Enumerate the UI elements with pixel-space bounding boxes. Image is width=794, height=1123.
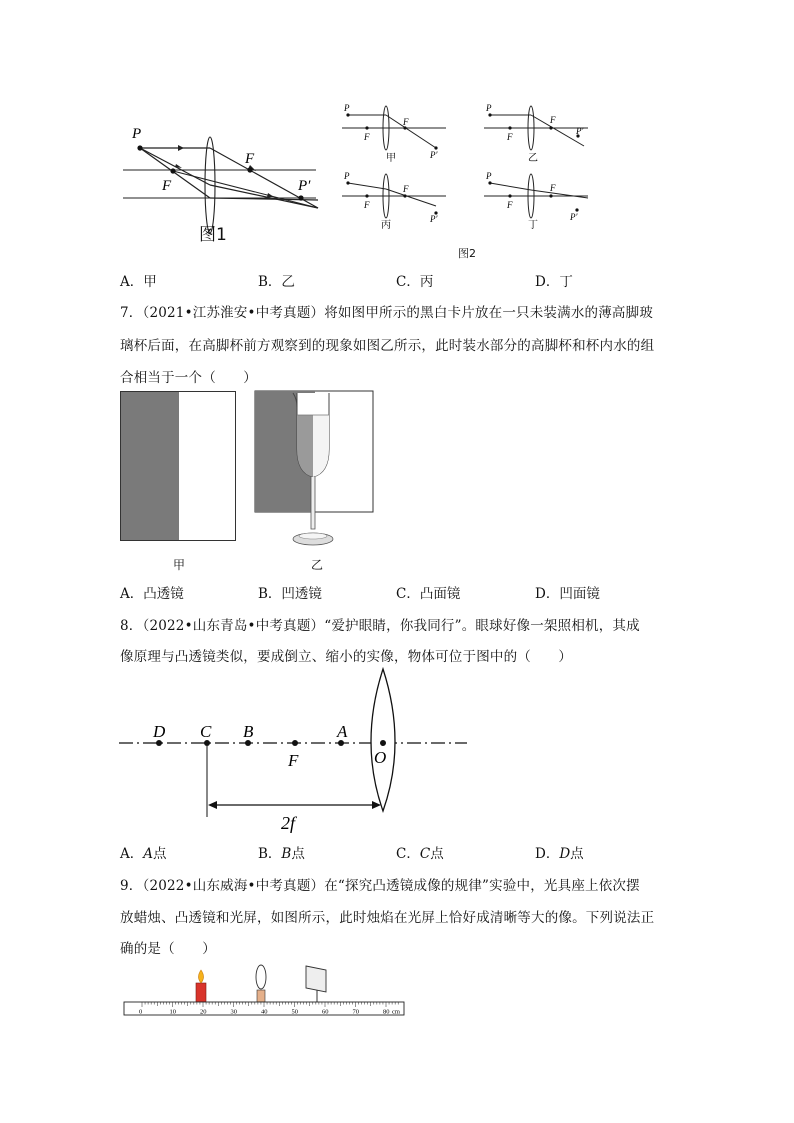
svg-text:F: F <box>403 117 409 127</box>
fig1-label-F2: F <box>245 151 255 167</box>
svg-text:P′: P′ <box>576 126 584 136</box>
figure-2 <box>338 98 600 238</box>
svg-text:F: F <box>403 184 409 194</box>
q8-label-2f: 2f <box>281 813 296 833</box>
q6-option-d[interactable]: D．丁 <box>535 274 573 290</box>
svg-text:F: F <box>550 115 556 125</box>
q8-line-2: 像原理与凸透镜类似，要成倒立、缩小的实像，物体可位于图中的（ ） <box>120 649 573 665</box>
q6-option-c[interactable]: C．丙 <box>396 274 434 290</box>
q7-option-c[interactable]: C．凸面镜 <box>396 586 461 602</box>
ruler-label: 10 <box>169 1008 176 1016</box>
ruler-label: 50 <box>291 1008 298 1016</box>
svg-text:P′: P′ <box>430 214 438 224</box>
svg-text:F: F <box>364 200 370 210</box>
q7-line-3: 合相当于一个（ ） <box>120 370 257 386</box>
q8-option-a[interactable]: A．A点 <box>120 846 167 862</box>
ruler-label: 0 <box>139 1008 143 1016</box>
q7-option-d[interactable]: D．凹面镜 <box>535 586 600 602</box>
q8-option-d[interactable]: D．D点 <box>535 846 584 862</box>
q8-label-A: A <box>337 722 348 741</box>
q8-label-F: F <box>288 751 299 770</box>
q9-optical-bench <box>120 960 410 1020</box>
q7-fig-jia-label: 甲 <box>173 558 186 572</box>
q6-option-b[interactable]: B．乙 <box>258 274 295 290</box>
svg-text:F: F <box>364 132 370 142</box>
svg-text:P: P <box>344 103 350 113</box>
q8-label-D: D <box>153 722 166 741</box>
svg-text:P: P <box>344 171 350 181</box>
q7-card-yi <box>253 389 375 554</box>
q7-card-jia <box>120 391 236 541</box>
svg-text:F: F <box>507 200 513 210</box>
q7-fig-yi-label: 乙 <box>311 558 324 572</box>
ruler-label: 70 <box>352 1008 359 1016</box>
q8-label-C: C <box>200 722 212 741</box>
svg-text:丁: 丁 <box>528 220 538 231</box>
q8-diagram <box>115 665 475 835</box>
fig2-jia <box>342 103 446 164</box>
svg-text:乙: 乙 <box>528 153 538 164</box>
fig2-ding <box>484 171 588 231</box>
ruler-label: 80 <box>383 1008 390 1016</box>
q8-line-1: 8．（2022•山东青岛•中考真题）“爱护眼睛，你我同行”。眼球好像一架照相机，其成 <box>120 618 640 634</box>
fig1-label-Pprime: P′ <box>298 178 311 194</box>
q6-option-a[interactable]: A．甲 <box>120 274 157 290</box>
q7-line-1: 7．（2021•江苏淮安•中考真题）将如图甲所示的黑白卡片放在一只未装满水的薄高脚玻 <box>120 305 654 321</box>
svg-text:F: F <box>550 183 556 193</box>
q9-line-2: 放蜡烛、凸透镜和光屏，如图所示，此时烛焰在光屏上恰好成清晰等大的像。下列说法正 <box>120 910 655 926</box>
fig2-yi <box>484 103 588 164</box>
q8-label-O: O <box>374 748 387 767</box>
svg-text:F: F <box>507 132 513 142</box>
q7-option-a[interactable]: A．凸透镜 <box>120 586 184 602</box>
svg-text:P: P <box>486 171 492 181</box>
ruler-label: 40 <box>261 1008 268 1016</box>
q8-label-B: B <box>243 722 254 741</box>
q8-option-c[interactable]: C．C点 <box>396 846 444 862</box>
q7-option-b[interactable]: B．凹透镜 <box>258 586 322 602</box>
ruler-label: 30 <box>230 1008 237 1016</box>
q9-line-1: 9．（2022•山东威海•中考真题）在“探究凸透镜成像的规律”实验中，光具座上依次摆 <box>120 878 640 894</box>
q9-line-3: 确的是（ ） <box>120 941 216 957</box>
q7-line-2: 璃杯后面，在高脚杯前方观察到的现象如图乙所示，此时装水部分的高脚杯和杯内水的组 <box>120 338 655 354</box>
fig1-label-P: P <box>132 126 142 142</box>
ruler-label: 20 <box>200 1008 207 1016</box>
svg-text:丙: 丙 <box>381 220 391 231</box>
ruler-unit: cm <box>392 1008 400 1016</box>
fig1-label-F1: F <box>162 178 172 194</box>
svg-text:P′: P′ <box>430 150 438 160</box>
svg-text:P: P <box>486 103 492 113</box>
fig2-bing <box>342 171 446 231</box>
svg-text:甲: 甲 <box>386 153 396 164</box>
fig2-caption: 图2 <box>458 247 476 260</box>
ruler-label: 60 <box>322 1008 329 1016</box>
q8-option-b[interactable]: B．B点 <box>258 846 305 862</box>
fig1-caption: 图1 <box>199 225 227 245</box>
svg-text:P′: P′ <box>570 212 578 222</box>
